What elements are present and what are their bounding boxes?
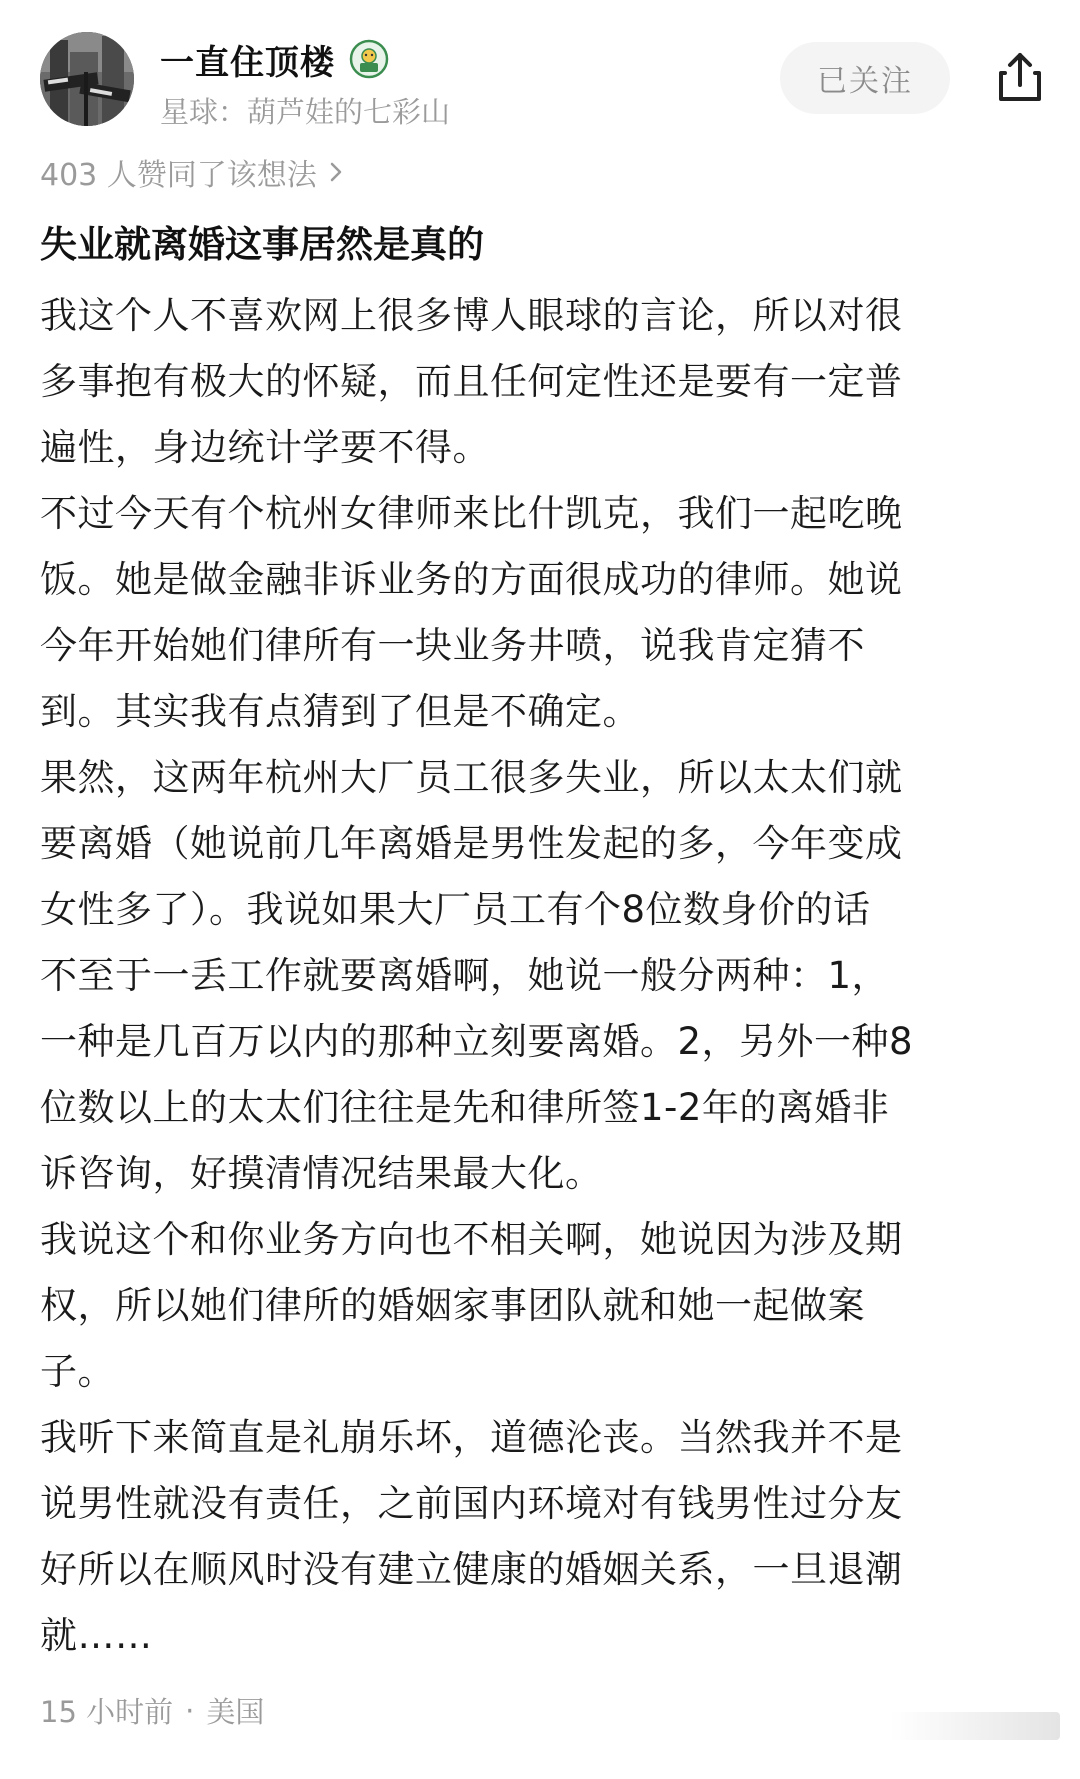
body-line: 饭。她是做金融非诉业务的方面很成功的律师。她说 [40,558,903,601]
chevron-right-icon [329,160,343,184]
body-line: 果然，这两年杭州大厂员工很多失业，所以太太们就 [40,756,903,799]
post-header [40,32,1040,129]
body-line: 我说这个和你业务方向也不相关啊，她说因为涉及期 [40,1218,903,1261]
body-line: 今年开始她们律所有一块业务井喷，说我肯定猜不 [40,624,865,667]
body-line: 好所以在顺风时没有建立健康的婚姻关系，一旦退潮 [40,1548,903,1591]
body-line: 位数以上的太太们往往是先和律所签1-2年的离婚非 [40,1086,890,1129]
planet-badge-icon [349,39,389,79]
body-line: 一种是几百万以内的那种立刻要离婚。2，另外一种8 [40,1020,914,1063]
body-line: 不过今天有个杭州女律师来比什凯克，我们一起吃晚 [40,492,903,535]
post-title: 失业就离婚这事居然是真的 [40,223,484,266]
street-sign-avatar-icon [40,32,134,126]
likes-text: 403 人赞同了该想法 [40,158,317,193]
author-subtitle[interactable]: 星球：葫芦娃的七彩山 [160,95,451,129]
post-meta [40,1690,264,1731]
post-location: 美国 [206,1695,265,1729]
body-line: 不至于一丢工作就要离婚啊，她说一般分两种：1， [40,954,890,997]
body-line: 要离婚（她说前几年离婚是男性发起的多，今年变成 [40,822,903,865]
author-name[interactable]: 一直住顶楼 [160,42,335,83]
body-line: 到。其实我有点猜到了但是不确定。 [40,690,640,733]
share-upload-icon [997,51,1043,103]
body-line: 我这个人不喜欢网上很多博人眼球的言论，所以对很 [40,294,903,337]
post-time: 15 小时前 [40,1695,174,1729]
meta-separator: · [185,1693,195,1728]
body-line: 女性多了）。我说如果大厂员工有个8位数身价的话 [40,888,871,931]
body-line: 说男性就没有责任，之前国内环境对有钱男性过分友 [40,1482,903,1525]
body-line: 就…… [40,1614,153,1657]
body-line: 子。 [40,1350,115,1393]
post-body [40,283,1050,1669]
body-line: 我听下来简直是礼崩乐坏，道德沦丧。当然我并不是 [40,1416,903,1459]
likes-summary[interactable] [40,150,343,194]
body-line: 权，所以她们律所的婚姻家事团队就和她一起做案 [40,1284,865,1327]
share-button[interactable] [990,42,1050,112]
follow-button[interactable]: 已关注 [780,42,950,114]
body-line: 多事抱有极大的怀疑，而且任何定性还是要有一定普 [40,360,903,403]
body-line: 遍性，身边统计学要不得。 [40,426,490,469]
body-line: 诉咨询，好摸清情况结果最大化。 [40,1152,603,1195]
author-avatar[interactable] [40,32,134,126]
author-name-row [160,34,389,84]
watermark-strip [890,1712,1060,1740]
